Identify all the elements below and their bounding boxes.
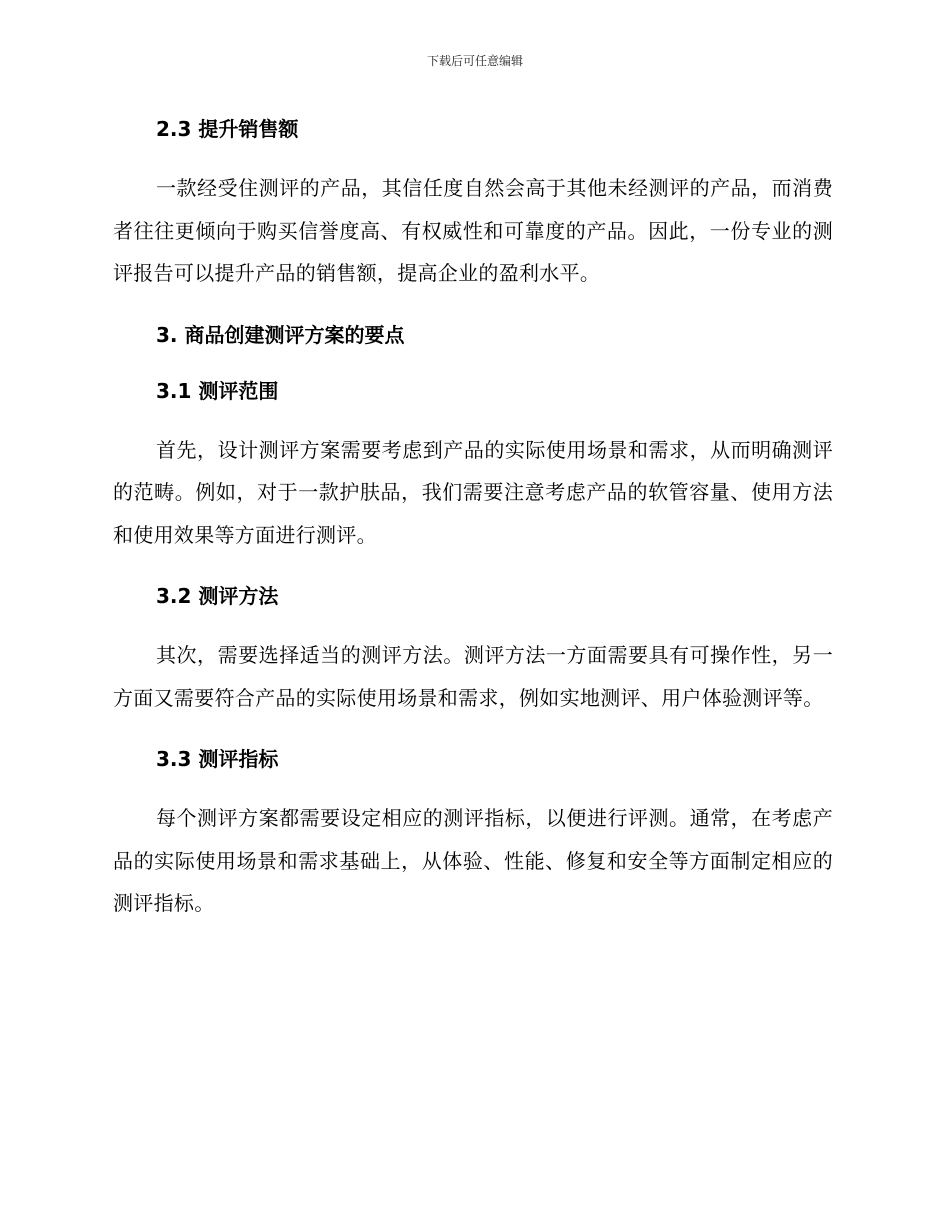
document-body [113,112,833,925]
section-body-3-2: 其次，需要选择适当的测评方法。测评方法一方面需要具有可操作性，另一方面又需要符合产品的实际使用场景和需求，例如实地测评、用户体验测评等。 [113,643,833,710]
page-header: 下载后可任意编辑 [426,54,523,68]
section-heading-3-2: 3.2 测评方法 [156,584,279,608]
section-body-3-3: 每个测评方案都需要设定相应的测评指标，以便进行评测。通常，在考虑产品的实际使用场景和需求基础上，从体验、性能、修复和安全等方面制定相应的测评指标。 [113,806,833,915]
section-heading-2-3: 2.3 提升销售额 [156,117,299,141]
section-heading-3-3: 3.3 测评指标 [156,747,279,771]
section-heading-3-1: 3.1 测评范围 [156,378,279,403]
section-heading-3: 3. 商品创建测评方案的要点 [156,322,405,347]
section-body-2-3: 一款经受住测评的产品，其信任度自然会高于其他未经测评的产品，而消费者往往更倾向于购买信誉度高、有权威性和可靠度的产品。因此，一份专业的测评报告可以提升产品的销售额，提高企业的盈利水平。 [113,176,833,285]
section-body-3-1: 首先，设计测评方案需要考虑到产品的实际使用场景和需求，从而明确测评的范畴。例如，对于一款护肤品，我们需要注意考虑产品的软管容量、使用方法和使用效果等方面进行测评。 [113,437,833,547]
